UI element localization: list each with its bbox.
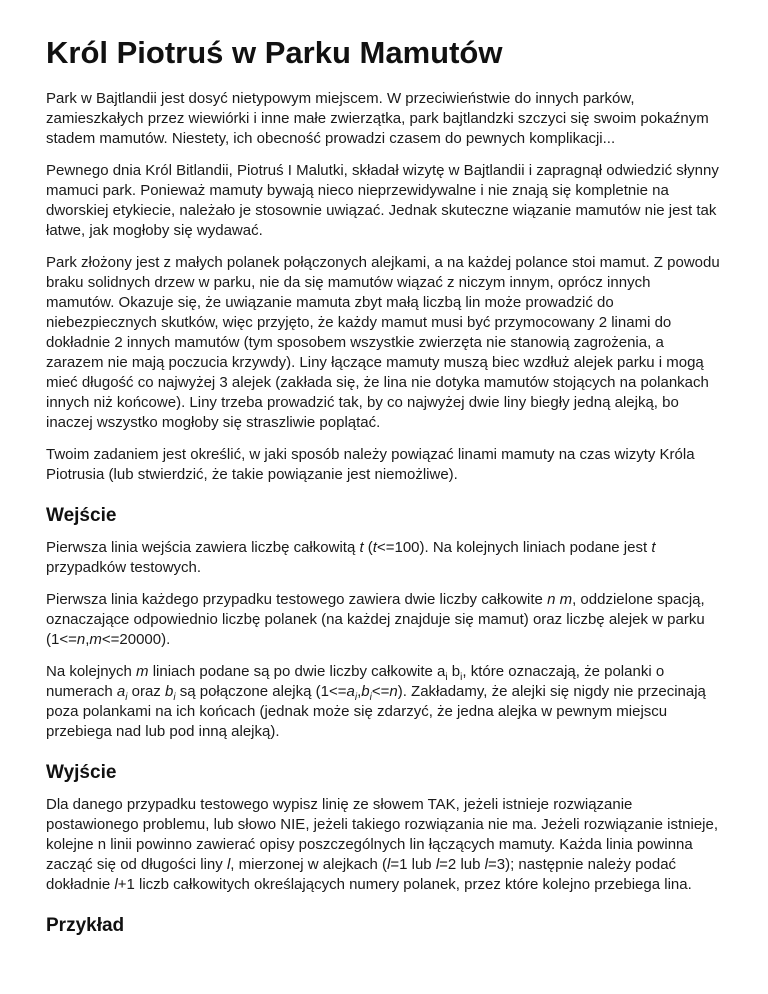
text-span: ,: [357, 682, 362, 700]
math-var: t: [359, 538, 364, 556]
text-span: , mierzonej w alejkach (: [230, 855, 388, 873]
text-span: Pierwsza linia każdego przypadku testowego zawiera dwie liczby całkowite: [46, 590, 548, 608]
intro-paragraph-4: Twoim zadaniem jest określić, w jaki sposób należy powiązać linami mamuty na czas wizyty Króla Piotrusia (lub stwierdzić, że takie powiązanie jest niemożliwe).: [46, 446, 695, 484]
math-var: l: [435, 855, 440, 873]
math-var: m: [136, 662, 149, 680]
output-heading: Wyjście: [46, 761, 117, 783]
math-var: l: [484, 855, 488, 873]
math-var: l: [226, 855, 231, 873]
text-span: , oddzielone spacją, oznaczające odpowiednio liczbę polanek (na każdej znajduje się mamut) oraz liczbę alejek w parku (1<=: [46, 590, 705, 648]
input-paragraph-1: [46, 538, 722, 578]
text-span: Dla danego przypadku testowego wypisz linię ze słowem TAK, jeżeli istnieje rozwiązanie postawionego problemu, lub słowo NIE, jeżeli takiego rozwiązania nie ma. Jeżeli rozwiązanie istnieje, kolejne n linii powinno zawierać opisy poszczególnych lin łączących mamuty. Każda linia powinna zacząć się od długości liny: [46, 795, 719, 873]
math-var: n: [76, 630, 86, 648]
math-subscript: i: [125, 691, 128, 703]
math-var: l: [114, 875, 118, 893]
input-paragraph-2: [46, 590, 722, 650]
text-span: (: [363, 538, 373, 556]
text-span: =1 lub: [390, 855, 436, 873]
text-span: <=100). Na kolejnych liniach podane jest: [376, 538, 652, 556]
math-var: m: [89, 630, 102, 648]
text-span: liniach podane są po dwie liczby całkowite a: [148, 662, 446, 680]
math-subscript: i: [173, 691, 176, 703]
page-title: Król Piotruś w Parku Mamutów: [46, 35, 503, 70]
math-var: t: [651, 538, 656, 556]
math-var: t: [372, 538, 377, 556]
text-span: Na kolejnych: [46, 662, 137, 680]
text-span: b: [447, 662, 461, 680]
intro-paragraph-2: Pewnego dnia Król Bitlandii, Piotruś I Malutki, składał wizytę w Bajtlandii i zapragnął odwiedzić słynny mamuci park. Ponieważ mamuty bywają nieco nieprzewidywalne i nie znają się kompletnie na dworskiej etykiecie, należało je stosownie uwiązać. Jednak skuteczne wiązanie mamutów nie jest tak łatwe, jak mogłoby się wydawać.: [46, 162, 719, 240]
text-span: ). Zakładamy, że alejki się nigdy nie przecinają poza polankami na ich końcach (jednak może się zdarzyć, że jedna alejka w pewnym miejscu przebiega nad lub pod inną alejką).: [46, 682, 706, 740]
math-var: n m: [547, 590, 573, 608]
math-var: a: [346, 682, 355, 700]
output-paragraph-1: [46, 795, 722, 895]
subscript: i: [445, 671, 448, 683]
text-span: <=: [371, 682, 390, 700]
text-span: są połączone alejką (1<=: [175, 682, 347, 700]
text-span: oraz: [127, 682, 165, 700]
math-var: a: [116, 682, 126, 700]
math-var: n: [389, 682, 398, 700]
math-subscript: i: [369, 691, 372, 703]
intro-paragraph-3: Park złożony jest z małych polanek połączonych alejkami, a na każdej polance stoi mamut. Z powodu braku solidnych drzew w parku, nie da się mamutów wiązać z niczym innym, oprócz innych mamutów. Okazuje się, że uwiązanie mamuta zbyt małą liczbą lin może prowadzić do niebezpiecznych skutków, więc przyjęto, że każdy mamut musi być przymocowany 2 linami do dokładnie 2 innych mamutów (tym sposobem wszystkie zwierzęta nie stanowią zagrożenia, a zarazem nie mają poczucia krzywdy). Liny łączące mamuty muszą biec wzdłuż alejek parku i mogą mieć długość co najwyżej 3 alejek (zakłada się, że lina nie dotyka mamutów stojących na polankach innych niż końcowe). Liny trzeba prowadzić tak, by co najwyżej dwie liny biegły jedną alejką, bo inaczej wszystko mogłoby się straszliwie poplątać.: [46, 254, 720, 432]
subscript: i: [460, 671, 463, 683]
text-span: ,: [85, 630, 90, 648]
math-var: l: [387, 855, 391, 873]
text-span: +1 liczb całkowitych określających numery polanek, przez które kolejno przebiega lina.: [117, 875, 692, 893]
text-span: przypadków testowych.: [46, 558, 202, 576]
text-span: =3); następnie należy podać dokładnie: [46, 855, 677, 893]
text-span: =2 lub: [439, 855, 485, 873]
input-paragraph-3: [46, 662, 722, 742]
intro-paragraph-1: Park w Bajtlandii jest dosyć nietypowym miejscem. W przeciwieństwie do innych parków, zamieszkałych przez wiewiórki i inne małe zwierzątka, park bajtlandzki szczyci się swoim pokaźnym stadem mamutów. Niestety, ich obecność prowadzi czasem do pewnych komplikacji...: [46, 90, 709, 148]
input-heading: Wejście: [46, 505, 117, 527]
math-subscript: i: [354, 691, 358, 703]
text-span: <=20000).: [101, 630, 171, 648]
math-var: b: [164, 682, 174, 700]
text-span: Pierwsza linia wejścia zawiera liczbę całkowitą: [46, 538, 360, 556]
math-var: b: [361, 682, 370, 700]
example-heading: Przykład: [46, 914, 125, 936]
text-span: , które oznaczają, że polanki o numerach: [46, 662, 665, 700]
